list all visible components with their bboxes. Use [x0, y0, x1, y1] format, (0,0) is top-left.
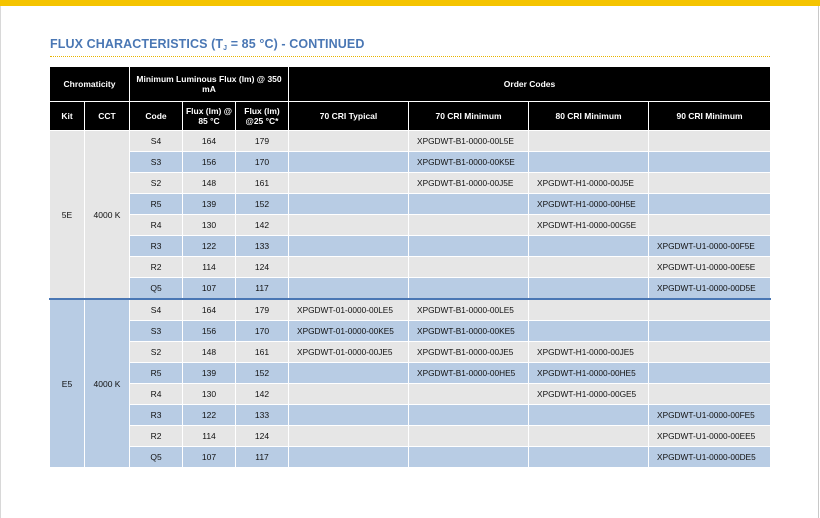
flux-25-cell: 161	[236, 173, 289, 194]
order-code-70-cri-typical: XPGDWT-01-0000-00JE5	[289, 342, 409, 363]
table-header	[50, 67, 771, 131]
code-cell: S3	[130, 152, 183, 173]
order-code-90-cri-minimum: XPGDWT-U1-0000-00E5E	[649, 257, 771, 278]
order-code-70-cri-minimum: XPGDWT-B1-0000-00LE5	[409, 299, 529, 321]
flux-25-cell: 170	[236, 321, 289, 342]
header-80-cri-minimum: 80 CRI Minimum	[529, 102, 649, 131]
flux-25-cell: 133	[236, 405, 289, 426]
order-code-80-cri-minimum	[529, 426, 649, 447]
order-code-70-cri-typical	[289, 384, 409, 405]
order-code-90-cri-minimum	[649, 215, 771, 236]
header-90-cri-minimum: 90 CRI Minimum	[649, 102, 771, 131]
header-min-flux: Minimum Luminous Flux (lm) @ 350 mA	[130, 67, 289, 102]
order-code-70-cri-typical	[289, 405, 409, 426]
page-left-edge	[0, 6, 1, 518]
flux-25-cell: 117	[236, 278, 289, 300]
table-row	[50, 363, 771, 384]
flux-25-cell: 170	[236, 152, 289, 173]
order-code-70-cri-minimum	[409, 384, 529, 405]
order-code-90-cri-minimum: XPGDWT-U1-0000-00F5E	[649, 236, 771, 257]
title-prefix: FLUX CHARACTERISTICS (T	[50, 37, 224, 51]
order-code-70-cri-typical: XPGDWT-01-0000-00KE5	[289, 321, 409, 342]
order-code-90-cri-minimum: XPGDWT-U1-0000-00EE5	[649, 426, 771, 447]
header-chromaticity: Chromaticity	[50, 67, 130, 102]
order-code-80-cri-minimum: XPGDWT-H1-0000-00H5E	[529, 194, 649, 215]
header-flux-85: Flux (lm) @ 85 °C	[183, 102, 236, 131]
code-cell: R5	[130, 363, 183, 384]
flux-85-cell: 139	[183, 363, 236, 384]
flux-85-cell: 130	[183, 384, 236, 405]
order-code-90-cri-minimum: XPGDWT-U1-0000-00D5E	[649, 278, 771, 300]
code-cell: R2	[130, 257, 183, 278]
order-code-80-cri-minimum: XPGDWT-H1-0000-00GE5	[529, 384, 649, 405]
order-code-70-cri-minimum	[409, 278, 529, 300]
cct-cell: 4000 K	[85, 131, 130, 300]
order-code-90-cri-minimum: XPGDWT-U1-0000-00DE5	[649, 447, 771, 468]
code-cell: S4	[130, 299, 183, 321]
flux-25-cell: 152	[236, 363, 289, 384]
flux-85-cell: 148	[183, 342, 236, 363]
order-code-70-cri-typical	[289, 426, 409, 447]
kit-cell: 5E	[50, 131, 85, 300]
order-code-90-cri-minimum	[649, 299, 771, 321]
order-code-80-cri-minimum	[529, 447, 649, 468]
table-row	[50, 236, 771, 257]
flux-85-cell: 107	[183, 447, 236, 468]
order-code-90-cri-minimum	[649, 194, 771, 215]
flux-85-cell: 114	[183, 257, 236, 278]
top-accent-bar	[0, 0, 820, 6]
order-code-70-cri-minimum	[409, 447, 529, 468]
order-code-70-cri-typical	[289, 363, 409, 384]
code-cell: R2	[130, 426, 183, 447]
header-code: Code	[130, 102, 183, 131]
order-code-70-cri-typical	[289, 131, 409, 152]
order-code-80-cri-minimum: XPGDWT-H1-0000-00HE5	[529, 363, 649, 384]
flux-25-cell: 124	[236, 426, 289, 447]
flux-85-cell: 148	[183, 173, 236, 194]
order-code-80-cri-minimum	[529, 257, 649, 278]
order-code-70-cri-typical	[289, 194, 409, 215]
page-right-edge	[818, 6, 819, 518]
table-row	[50, 447, 771, 468]
header-70-cri-typical: 70 CRI Typical	[289, 102, 409, 131]
table-row	[50, 131, 771, 152]
order-code-70-cri-typical	[289, 447, 409, 468]
order-code-70-cri-minimum: XPGDWT-B1-0000-00K5E	[409, 152, 529, 173]
header-order-codes: Order Codes	[289, 67, 771, 102]
flux-85-cell: 130	[183, 215, 236, 236]
flux-characteristics-table	[49, 66, 771, 468]
order-code-90-cri-minimum	[649, 152, 771, 173]
table-row	[50, 278, 771, 300]
code-cell: R5	[130, 194, 183, 215]
flux-85-cell: 122	[183, 236, 236, 257]
order-code-90-cri-minimum	[649, 173, 771, 194]
order-code-90-cri-minimum	[649, 321, 771, 342]
order-code-80-cri-minimum	[529, 236, 649, 257]
header-cct: CCT	[85, 102, 130, 131]
flux-25-cell: 179	[236, 299, 289, 321]
code-cell: S4	[130, 131, 183, 152]
order-code-80-cri-minimum: XPGDWT-H1-0000-00G5E	[529, 215, 649, 236]
flux-25-cell: 179	[236, 131, 289, 152]
order-code-80-cri-minimum	[529, 152, 649, 173]
order-code-70-cri-typical	[289, 173, 409, 194]
table-row	[50, 194, 771, 215]
flux-25-cell: 133	[236, 236, 289, 257]
table-row	[50, 321, 771, 342]
flux-85-cell: 139	[183, 194, 236, 215]
table-row	[50, 299, 771, 321]
order-code-70-cri-minimum: XPGDWT-B1-0000-00JE5	[409, 342, 529, 363]
header-kit: Kit	[50, 102, 85, 131]
order-code-70-cri-minimum: XPGDWT-B1-0000-00KE5	[409, 321, 529, 342]
table-row	[50, 426, 771, 447]
order-code-70-cri-minimum: XPGDWT-B1-0000-00HE5	[409, 363, 529, 384]
header-flux-25: Flux (lm) @25 °C*	[236, 102, 289, 131]
order-code-70-cri-typical	[289, 215, 409, 236]
flux-25-cell: 161	[236, 342, 289, 363]
order-code-70-cri-minimum	[409, 405, 529, 426]
kit-group-e5	[50, 299, 771, 468]
code-cell: Q5	[130, 278, 183, 300]
order-code-70-cri-minimum	[409, 236, 529, 257]
order-code-70-cri-typical: XPGDWT-01-0000-00LE5	[289, 299, 409, 321]
section-title	[50, 37, 364, 52]
order-code-90-cri-minimum	[649, 342, 771, 363]
kit-group-5e	[50, 131, 771, 300]
order-code-80-cri-minimum	[529, 405, 649, 426]
code-cell: S2	[130, 173, 183, 194]
order-code-70-cri-minimum	[409, 215, 529, 236]
table-row	[50, 215, 771, 236]
order-code-70-cri-typical	[289, 257, 409, 278]
flux-25-cell: 117	[236, 447, 289, 468]
code-cell: R4	[130, 384, 183, 405]
order-code-70-cri-typical	[289, 278, 409, 300]
title-subscript: J	[223, 45, 228, 52]
header-70-cri-minimum: 70 CRI Minimum	[409, 102, 529, 131]
flux-85-cell: 164	[183, 299, 236, 321]
flux-85-cell: 107	[183, 278, 236, 300]
order-code-80-cri-minimum	[529, 131, 649, 152]
order-code-80-cri-minimum	[529, 278, 649, 300]
order-code-70-cri-minimum: XPGDWT-B1-0000-00L5E	[409, 131, 529, 152]
order-code-80-cri-minimum: XPGDWT-H1-0000-00JE5	[529, 342, 649, 363]
order-code-70-cri-typical	[289, 152, 409, 173]
order-code-90-cri-minimum	[649, 384, 771, 405]
flux-85-cell: 114	[183, 426, 236, 447]
kit-cell: E5	[50, 299, 85, 468]
flux-25-cell: 142	[236, 384, 289, 405]
order-code-70-cri-minimum	[409, 257, 529, 278]
code-cell: S2	[130, 342, 183, 363]
order-code-80-cri-minimum	[529, 321, 649, 342]
flux-85-cell: 156	[183, 321, 236, 342]
table-row	[50, 342, 771, 363]
code-cell: Q5	[130, 447, 183, 468]
order-code-70-cri-minimum	[409, 426, 529, 447]
code-cell: S3	[130, 321, 183, 342]
code-cell: R4	[130, 215, 183, 236]
title-suffix: = 85 °C) - CONTINUED	[227, 37, 365, 51]
table-row	[50, 173, 771, 194]
title-dotted-rule	[50, 56, 770, 57]
cct-cell: 4000 K	[85, 299, 130, 468]
flux-85-cell: 156	[183, 152, 236, 173]
table-row	[50, 405, 771, 426]
order-code-70-cri-minimum: XPGDWT-B1-0000-00J5E	[409, 173, 529, 194]
flux-25-cell: 124	[236, 257, 289, 278]
flux-85-cell: 122	[183, 405, 236, 426]
order-code-80-cri-minimum: XPGDWT-H1-0000-00J5E	[529, 173, 649, 194]
order-code-90-cri-minimum	[649, 131, 771, 152]
order-code-90-cri-minimum: XPGDWT-U1-0000-00FE5	[649, 405, 771, 426]
order-code-80-cri-minimum	[529, 299, 649, 321]
flux-85-cell: 164	[183, 131, 236, 152]
table-row	[50, 384, 771, 405]
flux-25-cell: 142	[236, 215, 289, 236]
table-row	[50, 152, 771, 173]
code-cell: R3	[130, 405, 183, 426]
table-row	[50, 257, 771, 278]
order-code-70-cri-typical	[289, 236, 409, 257]
order-code-70-cri-minimum	[409, 194, 529, 215]
flux-25-cell: 152	[236, 194, 289, 215]
code-cell: R3	[130, 236, 183, 257]
order-code-90-cri-minimum	[649, 363, 771, 384]
